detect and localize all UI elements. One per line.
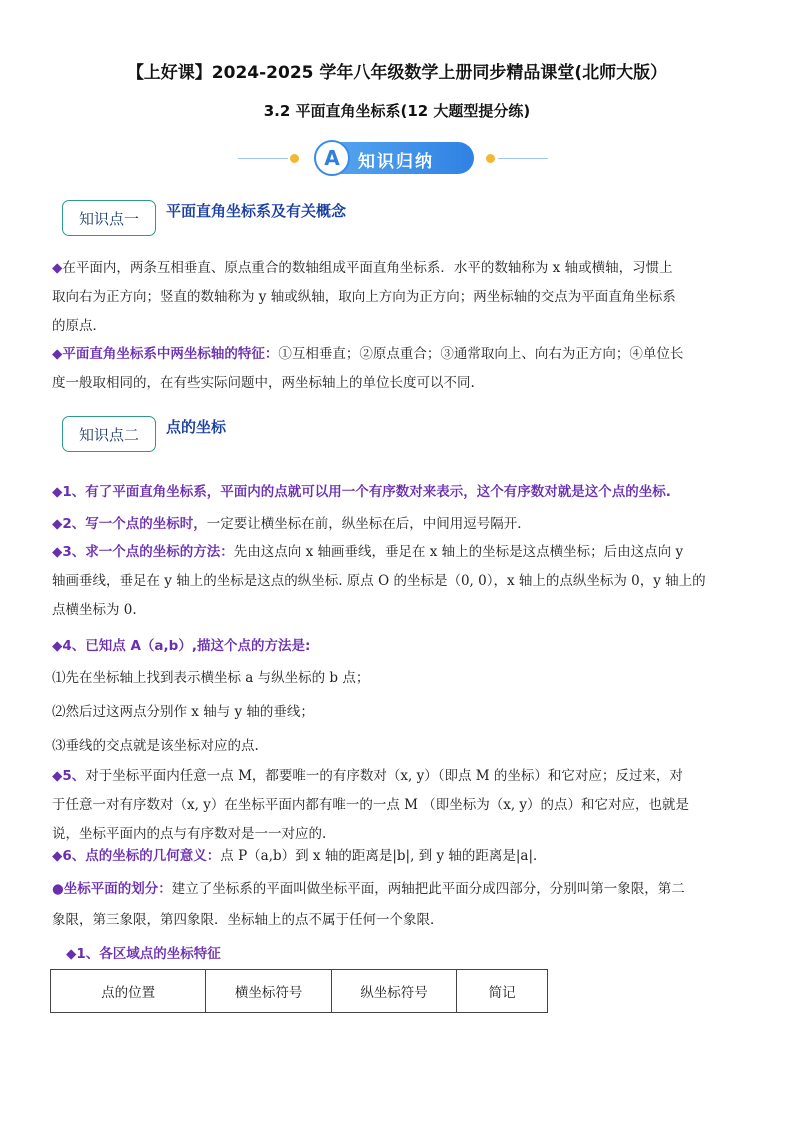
item-6-text: 点 P（a,b）到 x 轴的距离是|b|, 到 y 轴的距离是|a|． (220, 848, 547, 864)
banner-label: 知识归纳 (358, 152, 434, 172)
item-2-text: 一定要让横坐标在前，纵坐标在后，中间用逗号隔开． (206, 516, 531, 532)
section1-paragraph-2 (52, 340, 742, 398)
item-3-lead: ◆3、求一个点的坐标的方法： (52, 544, 234, 560)
document-title: 【上好课】2024-2025 学年八年级数学上册同步精品课堂(北师大版） (126, 63, 668, 83)
text-line: 先由这点向 x 轴画垂线，垂足在 x 轴上的坐标是这点横坐标；后由这点向 y (233, 544, 684, 560)
axes-features-lead: ◆平面直角坐标系中两坐标轴的特征： (52, 346, 279, 362)
plane-division (52, 874, 742, 936)
text-line: 度一般取相同的，在有些实际问题中，两坐标轴上的单位长度可以不同. (52, 375, 475, 391)
banner-left-line (238, 158, 288, 159)
table-header-cell: 简记 (457, 970, 548, 1013)
section2-heading: 点的坐标 (166, 418, 227, 436)
item-3 (52, 538, 742, 625)
quadrant-sign-table (50, 969, 548, 1013)
item-6 (52, 842, 742, 871)
banner-right-dot (486, 154, 495, 163)
banner-letter: A (314, 140, 350, 176)
document-subtitle: 3.2 平面直角坐标系(12 大题型提分练) (263, 102, 531, 120)
item-4-step-3: ⑶垂线的交点就是该坐标对应的点. (52, 738, 259, 754)
knowledge-tag-2: 知识点二 (62, 416, 156, 452)
text-line: 取向右为正方向；竖直的数轴称为 y 轴或纵轴，取向上方向为正方向；两坐标轴的交点为平面直角坐标系 (52, 289, 676, 305)
banner-left-dot (290, 154, 299, 163)
item-1: ◆1、有了平面直角坐标系，平面内的点就可以用一个有序数对来表示，这个有序数对就是这个点的坐标. (52, 484, 671, 500)
table-header-cell: 点的位置 (51, 970, 206, 1013)
banner-right-line (498, 158, 548, 159)
text-line: 象限，第三象限，第四象限．坐标轴上的点不属于任何一个象限． (52, 912, 444, 928)
item-6-lead: ◆6、点的坐标的几何意义： (52, 848, 221, 864)
knowledge-tag-1: 知识点一 (62, 200, 156, 236)
text-line: ①互相垂直；②原点重合；③通常取向上、向右为正方向；④单位长 (278, 346, 684, 362)
text-line: 点横坐标为 0. (52, 602, 137, 618)
sub-heading-1: ◆1、各区域点的坐标特征 (66, 946, 221, 962)
item-2 (52, 510, 742, 539)
item-2-lead: ◆2、写一个点的坐标时， (52, 516, 207, 532)
bullet-diamond: ◆ (52, 260, 63, 276)
item-5-lead: ◆5、 (52, 768, 86, 784)
text-line: 建立了坐标系的平面叫做坐标平面，两轴把此平面分成四部分，分别叫第一象限，第二 (171, 881, 685, 897)
text-line: 的原点． (52, 318, 106, 334)
section-banner (238, 140, 548, 176)
plane-division-lead: ●坐标平面的划分： (52, 881, 172, 897)
table-header-cell: 横坐标符号 (206, 970, 331, 1013)
item-4-step-1: ⑴先在坐标轴上找到表示横坐标 a 与纵坐标的 b 点； (52, 670, 370, 686)
text-line: 在平面内，两条互相垂直、原点重合的数轴组成平面直角坐标系．水平的数轴称为 x 轴或横轴，习惯上 (62, 260, 673, 276)
text-line: 说，坐标平面内的点与有序数对是一一对应的. (52, 826, 327, 842)
item-4-step-2: ⑵然后过这两点分别作 x 轴与 y 轴的垂线； (52, 704, 314, 720)
table-header-cell: 纵坐标符号 (331, 970, 456, 1013)
item-5 (52, 762, 742, 849)
text-line: 于任意一对有序数对（x, y）在坐标平面内都有唯一的一点 M （即坐标为（x, y）的点）和它对应，也就是 (52, 797, 690, 813)
text-line: 轴画垂线，垂足在 y 轴上的坐标是这点的纵坐标. 原点 O 的坐标是（0, 0），x 轴上的点纵坐标为 0，y 轴上的 (52, 573, 706, 589)
section1-paragraph-1 (52, 254, 742, 341)
section1-heading: 平面直角坐标系及有关概念 (166, 202, 347, 220)
item-4 (52, 632, 742, 661)
item-4-lead: ◆4、已知点 A（a,b）,描这个点的方法是: (52, 638, 311, 654)
table-header-row (51, 970, 548, 1013)
text-line: 对于坐标平面内任意一点 M，都要唯一的有序数对（x, y）（即点 M 的坐标）和它对应；反过来，对 (85, 768, 683, 784)
